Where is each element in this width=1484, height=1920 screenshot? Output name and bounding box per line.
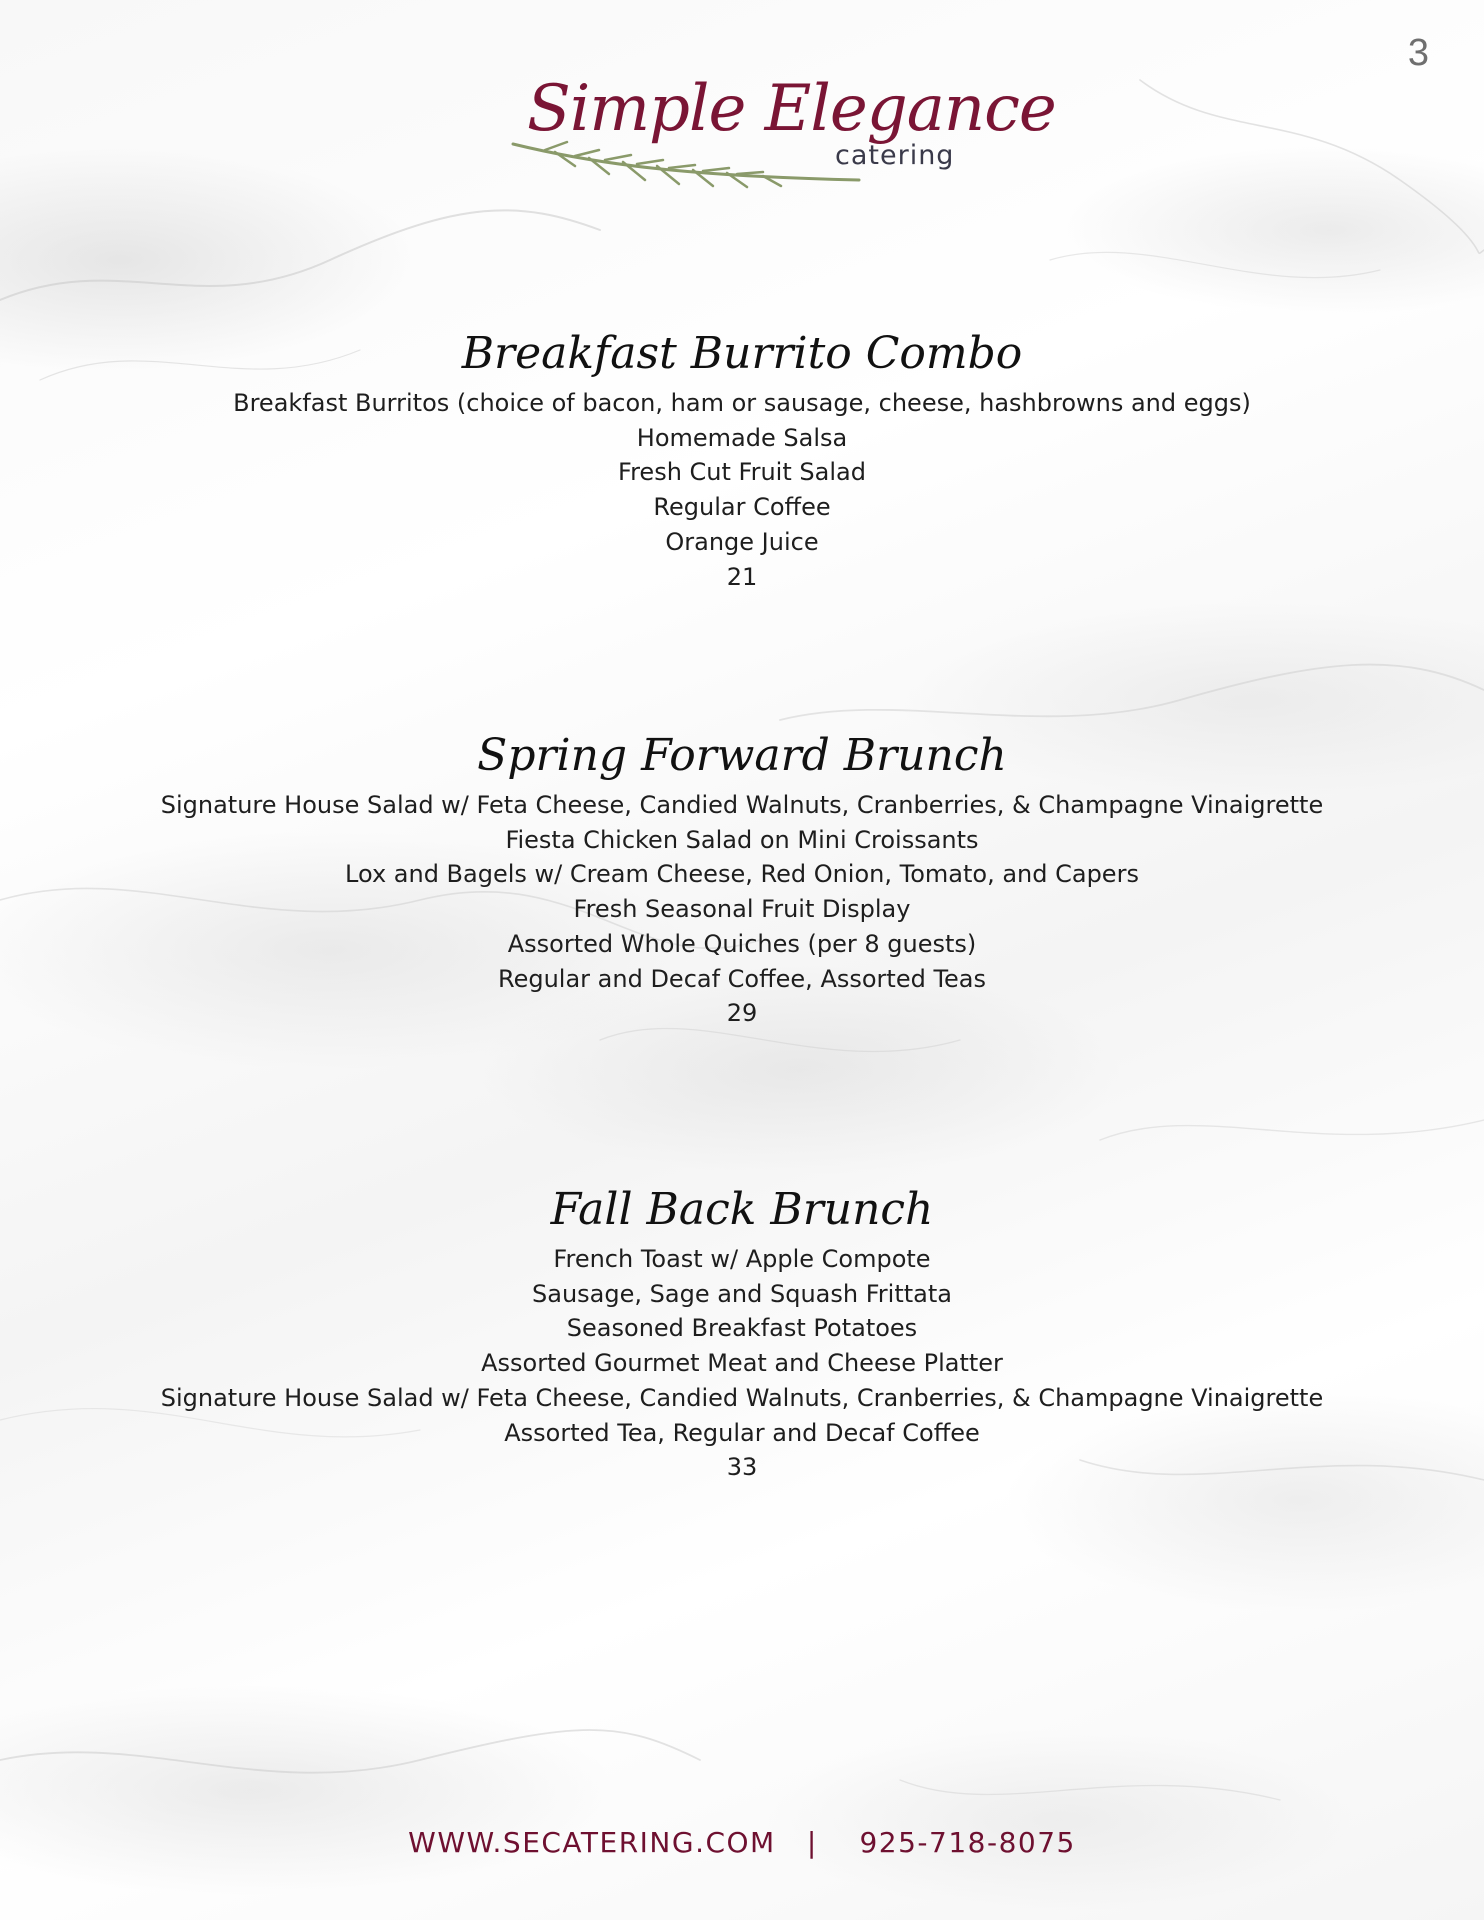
menu-section-spring-forward [0,726,1484,1031]
page-number: 3 [1407,32,1429,74]
section-title: Fall Back Brunch [550,1184,934,1235]
menu-item: Assorted Gourmet Meat and Cheese Platter [481,1349,1003,1378]
phone-number[interactable]: 925-718-8075 [859,1826,1076,1859]
menu-section-fall-back [0,1180,1484,1485]
website-link[interactable]: WWW.SECATERING.COM [408,1826,776,1859]
menu-section-breakfast-burrito [0,324,1484,594]
logo-sub-text: catering [835,140,955,171]
menu-item: Signature House Salad w/ Feta Cheese, Candied Walnuts, Cranberries, & Champagne Vinaigrette [160,791,1324,819]
menu-item: Fresh Seasonal Fruit Display [573,895,911,924]
menu-item: Regular Coffee [653,493,831,522]
section-price: 21 [726,562,758,591]
menu-item: Sausage, Sage and Squash Frittata [532,1279,952,1308]
section-price: 33 [726,1453,758,1482]
menu-item: Orange Juice [665,527,819,556]
menu-item: Homemade Salsa [636,423,848,452]
menu-item: Lox and Bagels w/ Cream Cheese, Red Onion, Tomato, and Capers [345,860,1139,889]
menu-item: Assorted Tea, Regular and Decaf Coffee [504,1418,980,1447]
menu-item: Assorted Whole Quiches (per 8 guests) [507,929,977,958]
menu-item: Signature House Salad w/ Feta Cheese, Candied Walnuts, Cranberries, & Champagne Vinaigrette [160,1383,1324,1412]
footer-separator: | [806,1826,818,1859]
company-logo [505,72,1056,222]
section-title: Breakfast Burrito Combo [461,328,1023,379]
menu-item: Fiesta Chicken Salad on Mini Croissants [505,825,979,854]
section-title: Spring Forward Brunch [477,730,1007,781]
menu-item: Seasoned Breakfast Potatoes [566,1314,918,1343]
logo-script-text: Simple Elegance [527,72,1056,146]
menu-item: Fresh Cut Fruit Salad [618,458,866,487]
menu-item: Regular and Decaf Coffee, Assorted Teas [497,964,987,993]
menu-item: Breakfast Burritos (choice of bacon, ham or sausage, cheese, hashbrowns and eggs) [233,389,1251,417]
footer-contact [0,1826,1484,1859]
menu-item: French Toast w/ Apple Compote [553,1245,931,1273]
section-price: 29 [726,999,758,1028]
